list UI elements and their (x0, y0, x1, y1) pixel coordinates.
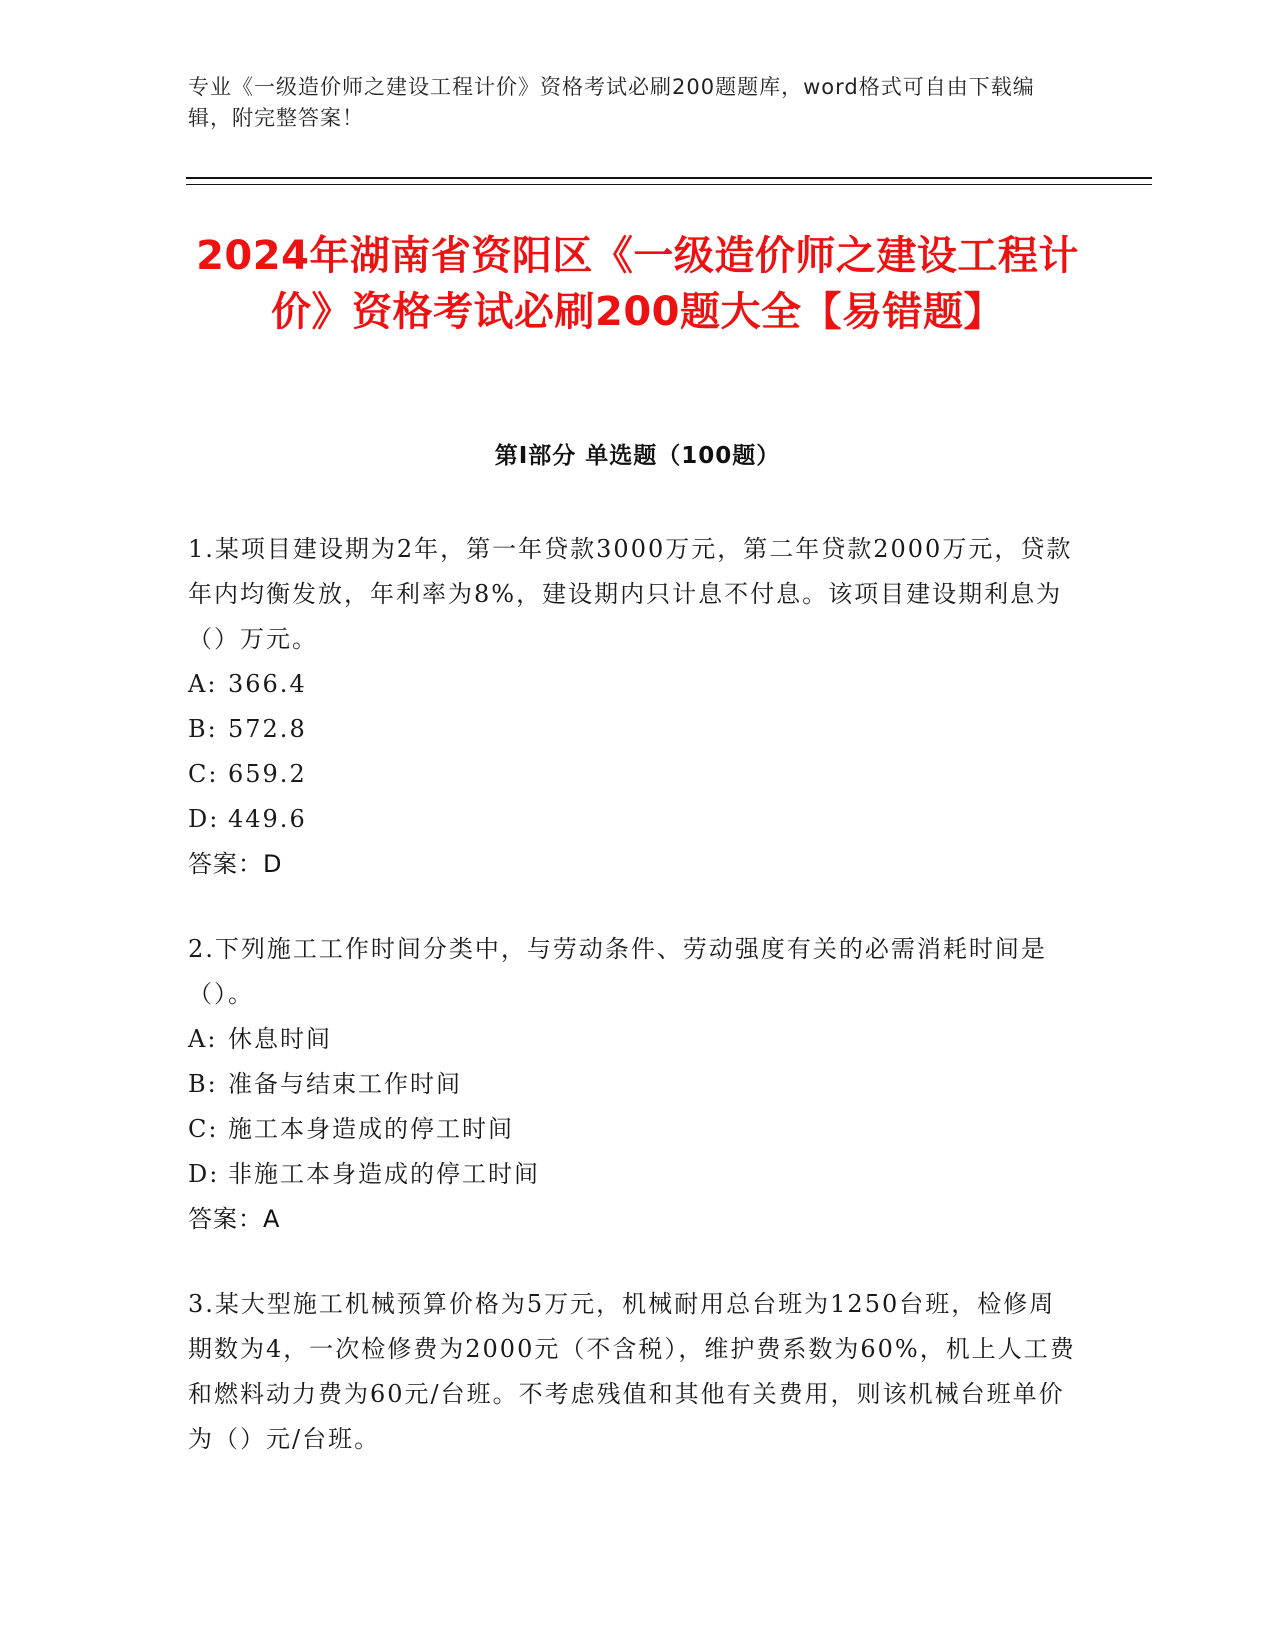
option-b (188, 1062, 1078, 1107)
answer-line: 答案：D (188, 850, 283, 878)
option-list (188, 662, 1078, 842)
option-text: 659.2 (228, 760, 307, 788)
option-list (188, 1017, 1078, 1197)
option-a (188, 662, 1078, 707)
question-stem: 2.下列施工工作时间分类中，与劳动条件、劳动强度有关的必需消耗时间是（）。 (188, 935, 1047, 1008)
option-key: D: (188, 805, 220, 833)
header-note: 专业《一级造价师之建设工程计价》资格考试必刷200题题库，word格式可自由下载编辑，附完整答案！ (188, 75, 1035, 130)
option-text: 449.6 (228, 805, 307, 833)
header-divider-thin (186, 184, 1152, 185)
option-key: C: (188, 1115, 219, 1143)
option-d (188, 1152, 1078, 1197)
option-key: B: (188, 715, 218, 743)
question-3 (188, 1282, 1078, 1462)
option-key: D: (188, 1160, 220, 1188)
option-text: 572.8 (228, 715, 307, 743)
question-stem: 3.某大型施工机械预算价格为5万元，机械耐用总台班为1250台班，检修周期数为4，一次检修费为2000元（不含税），维护费系数为60%，机上人工费和燃料动力费为60元/台班。不考虑残值和其他有关费用，则该机械台班单价为（）元/台班。 (188, 1290, 1076, 1453)
question-1 (188, 527, 1078, 887)
answer-line: 答案：A (188, 1205, 281, 1233)
question-stem: 1.某项目建设期为2年，第一年贷款3000万元，第二年贷款2000万元，贷款年内均衡发放，年利率为8%，建设期内只计息不付息。该项目建设期利息为（）万元。 (188, 535, 1073, 653)
question-list (188, 527, 1078, 1502)
option-text: 施工本身造成的停工时间 (228, 1115, 514, 1143)
option-a (188, 1017, 1078, 1062)
option-text: 366.4 (228, 670, 307, 698)
option-key: C: (188, 760, 219, 788)
option-d (188, 797, 1078, 842)
section-title: 第I部分 单选题（100题） (494, 443, 781, 469)
option-key: A: (188, 670, 218, 698)
option-b (188, 707, 1078, 752)
option-text: 准备与结束工作时间 (228, 1070, 462, 1098)
question-2 (188, 927, 1078, 1242)
option-c (188, 752, 1078, 797)
option-c (188, 1107, 1078, 1152)
option-key: A: (188, 1025, 218, 1053)
option-text: 休息时间 (228, 1025, 332, 1053)
option-key: B: (188, 1070, 218, 1098)
option-text: 非施工本身造成的停工时间 (228, 1160, 540, 1188)
header-divider-thick (186, 177, 1152, 179)
document-title: 2024年湖南省资阳区《一级造价师之建设工程计价》资格考试必刷200题大全【易错题】 (196, 233, 1079, 335)
